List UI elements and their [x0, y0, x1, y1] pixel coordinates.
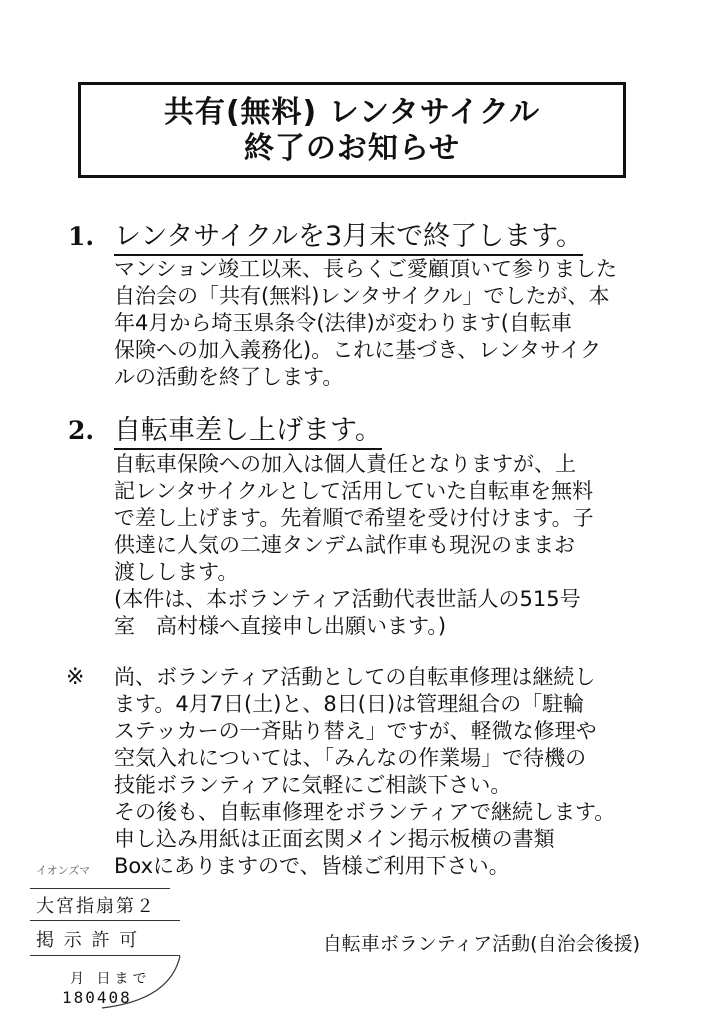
title-line-1: 共有(無料) レンタサイクル [163, 95, 541, 130]
note-line: ステッカーの一斉貼り替え」ですが、軽微な修理や [114, 719, 597, 743]
section-2-line: 渡しします。 [114, 560, 239, 584]
stamp-row-2: 掲 示 許 可 [36, 930, 140, 951]
stamp-border-curve [100, 950, 190, 1010]
note-line: その後も、自転車修理をボランティアで継続します。 [114, 800, 616, 824]
section-1-body [114, 256, 617, 391]
section-1-line: 自治会の「共有(無料)レンタサイクル」でしたが、本 [114, 284, 610, 308]
section-2-heading [68, 414, 382, 448]
note-body [114, 664, 615, 880]
stamp-date-label: 月 日まで [70, 971, 151, 987]
section-2-line: 室 高村様へ直接申し出願います。) [114, 614, 447, 638]
section-2-line: 供達に人気の二連タンデム試作車も現況のままお [114, 533, 575, 557]
stamp-code: 180408 [62, 988, 132, 1007]
stamp-divider [30, 920, 180, 921]
section-2-line: 自転車保険への加入は個人責任となりますが、上 [114, 452, 576, 476]
section-1-heading-text: レンタサイクルを3月末で終了します。 [114, 221, 583, 256]
signature: 自転車ボランティア活動(自治会後援) [322, 933, 640, 955]
note-line: ます。4月7日(土)と、8日(日)は管理組合の「駐輪 [114, 692, 585, 716]
note-mark: ※ [66, 665, 85, 690]
section-1-heading [68, 220, 583, 254]
note-line: 空気入れについては、「みんなの作業場」で待機の [114, 746, 587, 770]
section-2-line: 記レンタサイクルとして活用していた自転車を無料 [114, 479, 594, 503]
stamp-top-text: イオンズマ [36, 864, 91, 877]
title-line-2: 終了のお知らせ [243, 131, 461, 166]
note-line: 申し込み用紙は正面玄関メイン掲示板横の書類 [114, 827, 555, 851]
section-2-body [114, 451, 594, 640]
note-line: 技能ボランティアに気軽にご相談下さい。 [114, 773, 512, 797]
title-box [78, 82, 626, 178]
section-1-line: マンション竣工以来、長らくご愛顧頂いて参りました [114, 257, 618, 281]
section-1-line: ルの活動を終了します。 [114, 365, 344, 389]
section-1-line: 年4月から埼玉県条令(法律)が変わります(自転車 [114, 311, 572, 335]
section-2-line: で差し上げます。先着順で希望を受け付けます。子 [114, 506, 594, 530]
section-2-heading-text: 自転車差し上げます。 [114, 415, 382, 450]
note-line: 尚、ボランティア活動としての自転車修理は継続し [114, 665, 596, 689]
stamp-row-1: 大宮指扇第２ [36, 896, 156, 917]
section-2-line: (本件は、本ボランティア活動代表世話人の515号 [114, 587, 581, 611]
section-1-number: 1. [68, 222, 95, 251]
section-1-line: 保険への加入義務化)。これに基づき、レンタサイク [114, 338, 602, 362]
stamp-divider [30, 888, 170, 889]
section-2-number: 2. [68, 416, 95, 445]
note-line: Boxにありますので、皆様ご利用下さい。 [114, 854, 510, 878]
